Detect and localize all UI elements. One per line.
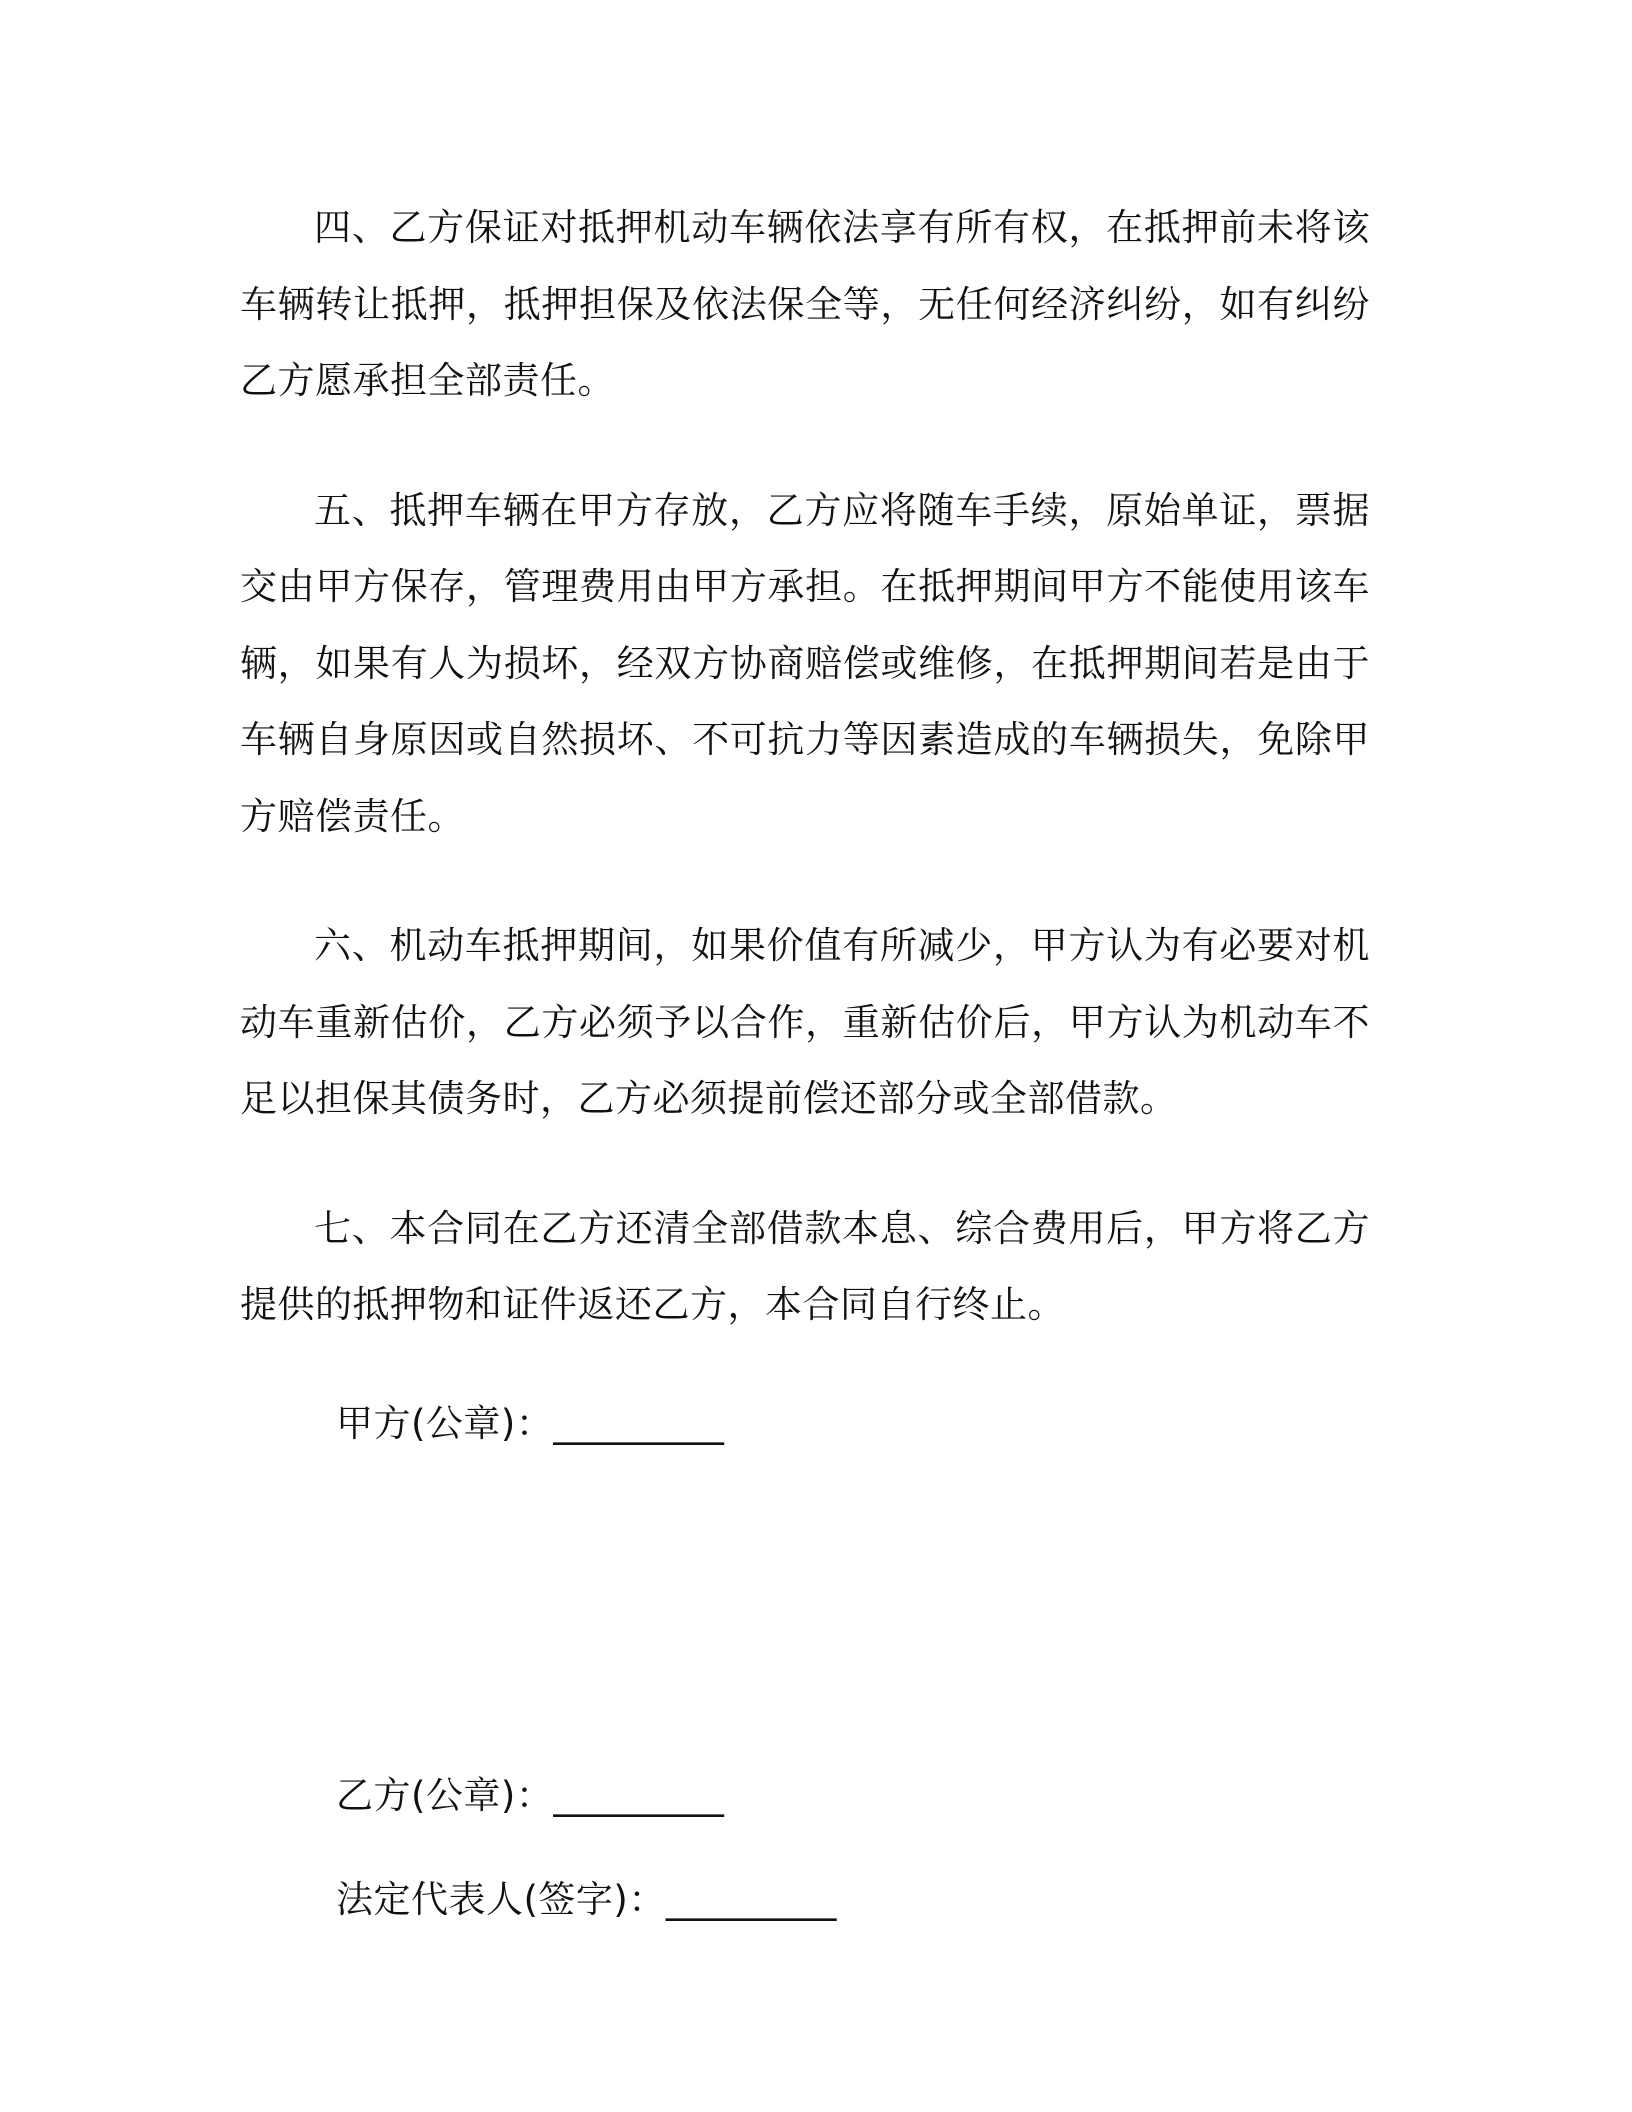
clause-6: 六、机动车抵押期间，如果价值有所减少，甲方认为有必要对机动车重新估价，乙方必须予以合作，重新估价后，甲方认为机动车不足以担保其债务时，乙方必须提前偿还部分或全部借款。 — [240, 924, 1370, 1120]
clause-5: 五、抵押车辆在甲方存放，乙方应将随车手续，原始单证，票据交由甲方保存，管理费用由甲方承担。在抵押期间甲方不能使用该车辆，如果有人为损坏，经双方协商赔偿或维修，在抵押期间若是由于车辆自身原因或自然损坏、不可抗力等因素造成的车辆损失，免除甲方赔偿责任。 — [240, 488, 1370, 838]
clause-4: 四、乙方保证对抵押机动车辆依法享有所有权，在抵押前未将该车辆转让抵押，抵押担保及依法保全等，无任何经济纠纷，如有纠纷乙方愿承担全部责任。 — [240, 206, 1370, 402]
document-body — [240, 190, 1370, 1938]
party-b-seal-line: 乙方(公章)：_________ — [336, 1774, 725, 1817]
party-a-seal-line: 甲方(公章)：_________ — [336, 1401, 725, 1445]
legal-representative-signature-line: 法定代表人(签字)：_________ — [336, 1877, 837, 1921]
clause-7: 七、本合同在乙方还清全部借款本息、综合费用后，甲方将乙方提供的抵押物和证件返还乙方，本合同自行终止。 — [240, 1206, 1370, 1326]
